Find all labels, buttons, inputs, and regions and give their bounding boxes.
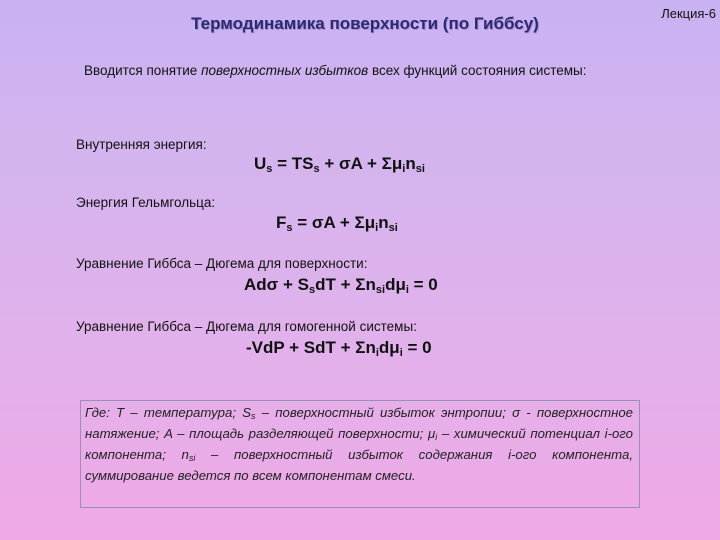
internal-energy-label: Внутренняя энергия: [76, 137, 207, 152]
internal-energy-equation: $U_s = TS_s + \sigma A + \Sigma\mu_in_{si}$ [254, 154, 425, 175]
intro-text [84, 62, 634, 80]
slide-title: Термодинамика поверхности (по Гиббсу) [191, 14, 539, 33]
gibbs-duhem-homogeneous-equation: -VdP + SdT + $\Sigma n_id\mu_i = 0$ [246, 338, 432, 359]
intro-text-before: Вводится понятие [84, 63, 202, 78]
note-text: Где: T – температура; $S_s$ – поверхностный избыток энтропии; σ - поверхностное натяжение; A – площадь разделяющей поверхности; $\mu_i$ – химический потенциал i-ого компонента; $n_{si}$ – поверхностный избыток содержания i-ого компонента, суммирование ведется по всем компонентам смеси. [85, 405, 633, 483]
lecture-label: Лекция-6 [661, 6, 716, 21]
helmholtz-energy-equation: $F_s = \sigma A + \Sigma\mu_in_{si}$ [276, 213, 398, 234]
helmholtz-energy-label: Энергия Гельмгольца: [76, 195, 216, 210]
intro-text-italic: поверхностных избытков [201, 63, 369, 78]
gibbs-duhem-surface-equation: $Ad\sigma + S_sdT + \Sigma n_{si}d\mu_i = 0$ [244, 275, 438, 296]
gibbs-duhem-homogeneous-label: Уравнение Гиббса – Дюгема для гомогенной системы: [76, 319, 417, 334]
gibbs-duhem-surface-label: Уравнение Гиббса – Дюгема для поверхности: [76, 256, 368, 271]
intro-text-after: всех функций состояния системы: [368, 63, 587, 78]
